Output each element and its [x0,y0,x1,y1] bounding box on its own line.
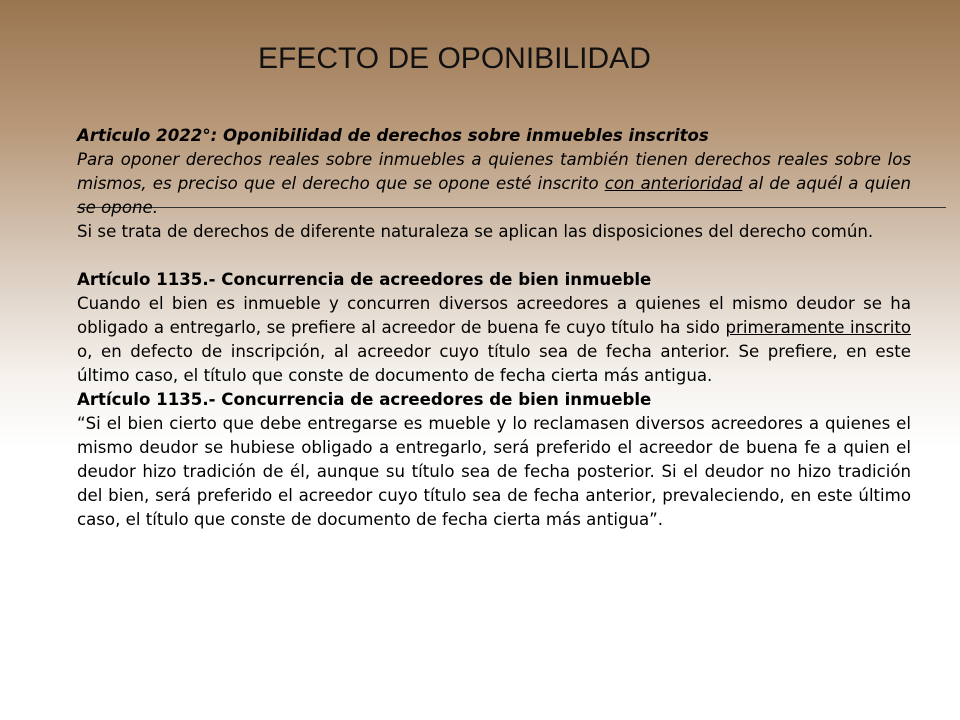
article-1135-body-end: o, en defecto de inscripción, al acreedor cuyo título sea de fecha anterior. Se prefiere, en este último caso, el título que conste de documento de fecha cierta más antigua. [77,342,911,385]
slide-title: EFECTO DE OPONIBILIDAD [258,42,651,75]
underlined-phrase: primeramente inscrito [725,318,912,337]
article-1135-heading: Artículo 1135.- Concurrencia de acreedores de bien inmueble [77,270,652,289]
article-1135-heading-2: Artículo 1135.- Concurrencia de acreedores de bien inmueble [77,390,652,409]
article-1135-body-2: “Si el bien cierto que debe entregarse es mueble y lo reclamasen diversos acreedores a quienes el mismo deudor se hubiese obligado a entregarlo, será preferido el acreedor de buena fe a quien el deudor hizo tradición de él, aunque su título sea de fecha posterior. Si el deudor no hizo tradición del bien, será preferido el acreedor cuyo título sea de fecha anterior, prevaleciendo, en este último caso, el título que conste de documento de fecha cierta más antigua”. [77,414,911,529]
spacer [77,244,911,268]
article-2022-paragraph-2: Si se trata de derechos de diferente naturaleza se aplican las disposiciones del derecho común. [77,222,874,241]
article-1135-body-start: Cuando el bien es inmueble y concurren diversos acreedores a quienes el mismo deudor se ha obligado a entregarlo, se prefiere al acreedor de buena fe cuyo título ha sido [77,294,911,337]
article-2022-body-end: al de aquél a quien se opone. [77,174,911,217]
underlined-phrase: con anterioridad [604,174,743,193]
slide-content [77,124,911,532]
article-2022-body [77,148,911,220]
article-2022-body-start: Para oponer derechos reales sobre inmuebles a quienes también tienen derechos reales sobre los mismos, es preciso que el derecho que se opone esté inscrito [77,150,911,193]
article-2022-heading: Articulo 2022°: Oponibilidad de derechos sobre inmuebles inscritos [77,126,709,145]
article-1135-body [77,292,911,388]
